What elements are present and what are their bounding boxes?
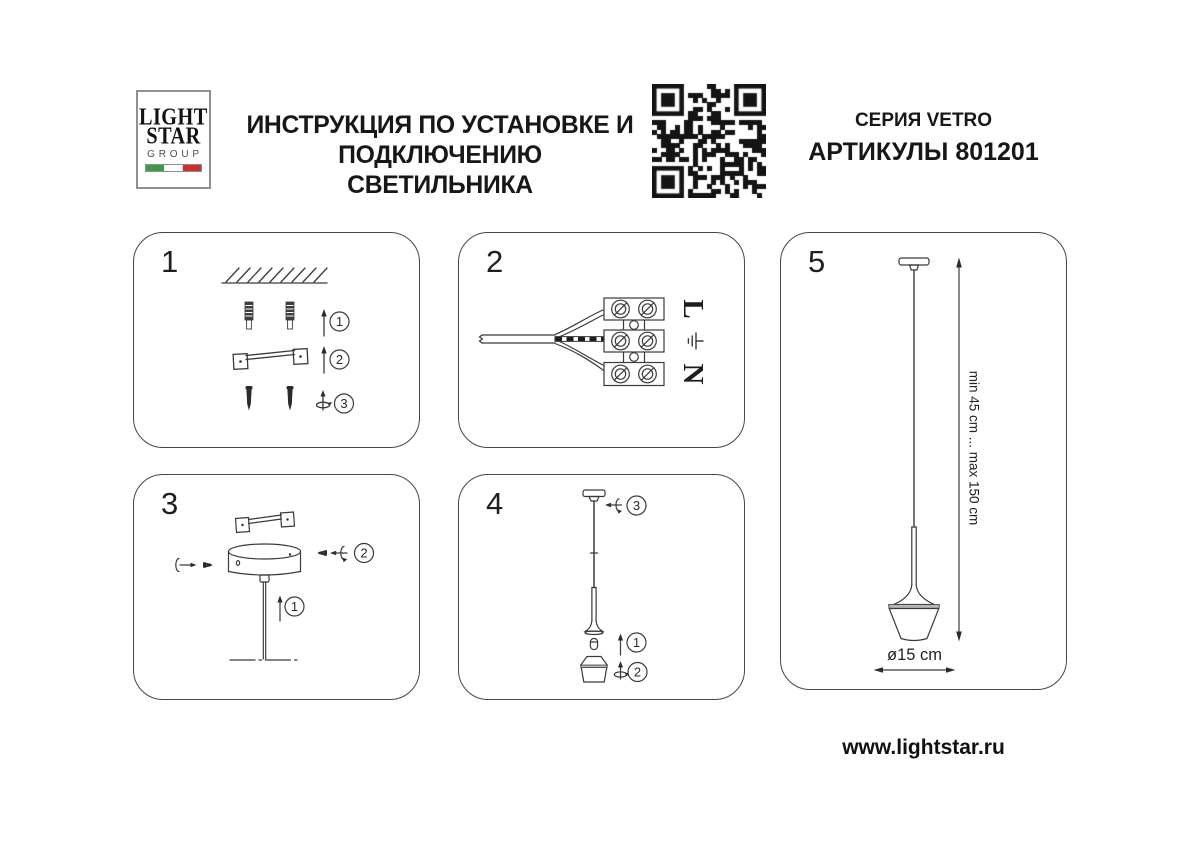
step-number-4: 4 [486, 486, 504, 521]
series-label: СЕРИЯ VETRO [854, 110, 993, 131]
earth-wire-dashed [555, 337, 604, 342]
side-screw-right [317, 550, 327, 555]
step-panel-3 [133, 474, 420, 700]
screw-right [287, 386, 294, 411]
screw-rotation-icon [605, 499, 622, 514]
qr-code [652, 84, 766, 198]
height-dimension-label: min 45 cm ... max 150 cm [966, 370, 982, 526]
title-line-2: ПОДКЛЮЧЕНИЮ СВЕТИЛЬНИКА [338, 141, 542, 199]
step-panel-2 [458, 232, 745, 448]
wall-anchor-left [245, 302, 253, 329]
page-title [244, 110, 636, 200]
terminal-screws [612, 300, 657, 383]
arrow-up-icon [277, 596, 282, 622]
ceiling-hatch [222, 268, 327, 283]
arrow-up-icon [618, 634, 623, 656]
diameter-dimension-label: ø15 cm [886, 646, 943, 664]
step-number-5: 5 [808, 244, 826, 279]
callout-number-1: 1 [632, 635, 641, 650]
lamp-shade [889, 585, 940, 641]
step-1-drawing [134, 233, 421, 449]
step-5-drawing [781, 233, 1068, 691]
step-number-1: 1 [161, 244, 179, 279]
terminal-label-live: L [677, 299, 709, 319]
earth-symbol [688, 333, 703, 349]
logo-word-light: LIGHT [139, 103, 208, 130]
screw-rotation-icon [176, 559, 197, 572]
screw-rotation-icon [330, 547, 347, 563]
step-2-drawing [459, 233, 746, 449]
lightstar-logo [136, 90, 211, 189]
callout-number-1: 1 [335, 314, 344, 329]
callout-number-3: 3 [340, 396, 348, 411]
step-panel-1 [133, 232, 420, 448]
mounting-bracket [236, 512, 295, 532]
callout-number-1: 1 [290, 599, 299, 614]
website-url: www.lightstar.ru [842, 736, 1005, 759]
lamp-shade [581, 657, 607, 683]
screw-rotation-icon [317, 390, 333, 410]
callout-number-2: 2 [360, 545, 368, 561]
ceiling-canopy [899, 258, 929, 270]
step-panel-5 [780, 232, 1067, 690]
italian-flag-icon [145, 164, 202, 172]
suspension-cord [591, 501, 598, 588]
shade-rotation-icon [614, 661, 629, 679]
pendant-tube [585, 588, 603, 635]
height-dimension-line [956, 258, 962, 642]
light-bulb [590, 639, 597, 650]
terminal-block [604, 298, 664, 386]
terminal-label-neutral: N [677, 363, 709, 385]
diameter-dimension-line [874, 667, 956, 672]
callout-number-2: 2 [633, 664, 642, 680]
arrow-up-icon [321, 346, 326, 373]
wall-anchor-right [286, 302, 294, 329]
arrow-up-icon [321, 309, 326, 336]
ceiling-canopy [229, 544, 301, 659]
callout-number-3: 3 [632, 498, 641, 513]
step-3-drawing [134, 475, 421, 701]
logo-word-group: GROUP [147, 149, 203, 160]
mounting-bracket [233, 349, 308, 370]
callout-number-2: 2 [335, 352, 344, 367]
step-panel-4 [458, 474, 745, 700]
side-screw-left [203, 562, 213, 567]
logo-word-star: STAR [146, 122, 201, 149]
article-number: АРТИКУЛЫ 801201 [808, 138, 1039, 166]
step-4-drawing [459, 475, 746, 701]
ceiling-canopy [583, 490, 605, 501]
screw-left [246, 386, 253, 411]
step-number-2: 2 [486, 244, 504, 279]
step-number-3: 3 [161, 486, 179, 521]
pendant-tube [912, 527, 916, 585]
title-line-1: ИНСТРУКЦИЯ ПО УСТАНОВКЕ И [246, 111, 634, 139]
